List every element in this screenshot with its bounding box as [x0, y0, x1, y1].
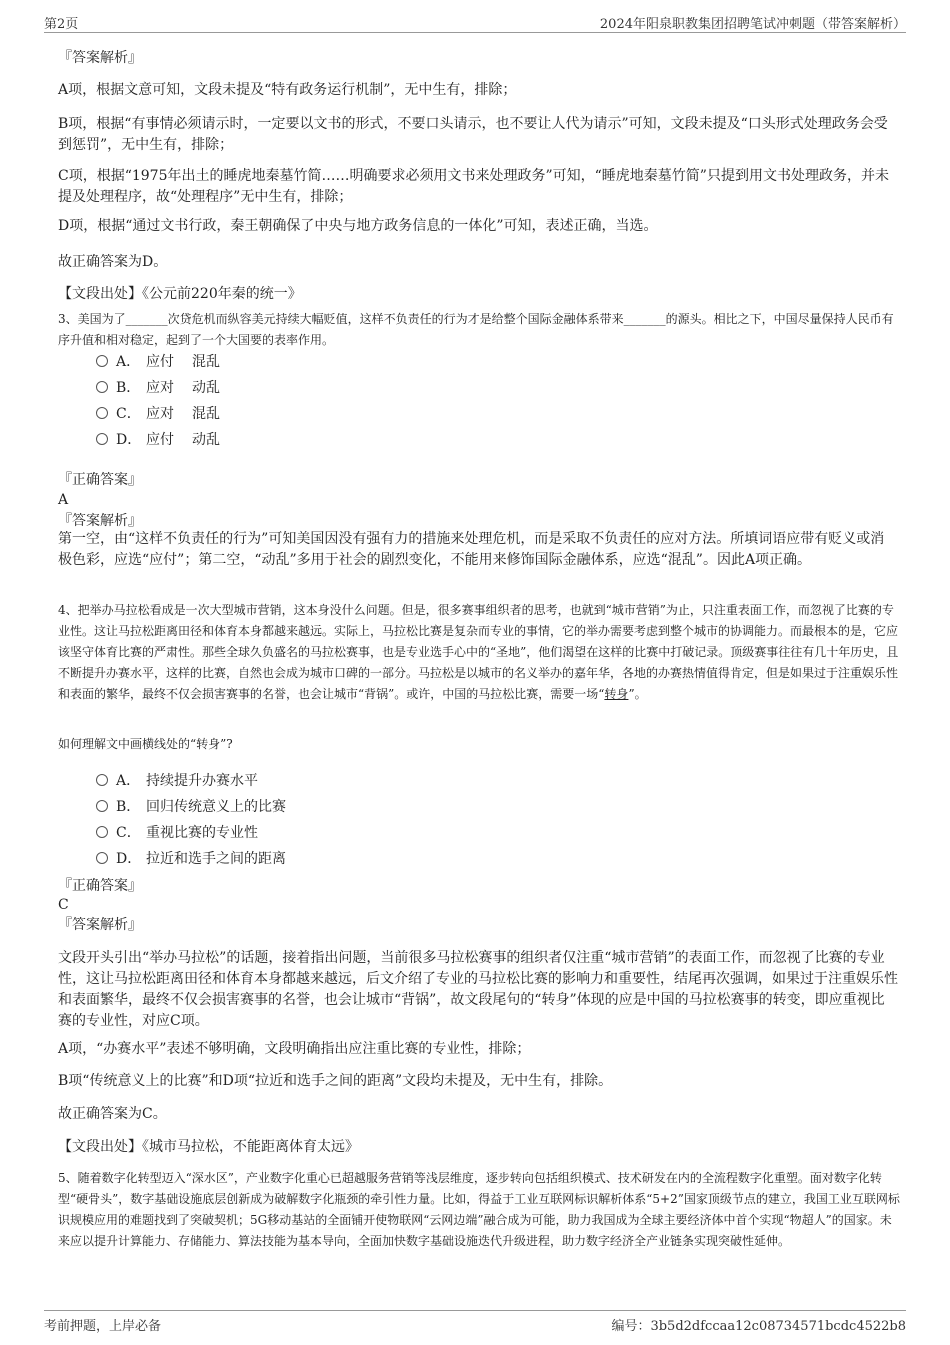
q3-stem: 3、美国为了_______次贷危机而纵容美元持续大幅贬值，这样不负责任的行为才是给整个国际金融体系带来_______的源头。相比之下，中国尽量保持人民币有序升值和相对稳定，起到了一个大国要的表率作用。	[58, 312, 894, 347]
radio-icon[interactable]	[96, 433, 108, 445]
q2-analysis-d: D项，根据“通过文书行政，秦王朝确保了中央与地方政务信息的一体化”可知，表述正确，当选。	[58, 218, 658, 234]
q3-analysis: 第一空，由“这样不负责任的行为”可知美国因没有强有力的措施来处理危机，而是采取不负责任的应对方法。所填词语应带有贬义或消极色彩，应选“应付”；第二空，“动乱”多用于社会的剧烈变化，不能用来修饰国际金融体系，应选“混乱”。因此A项正确。	[58, 531, 885, 568]
q4-option-d[interactable]: D． 拉近和选手之间的距离	[96, 848, 286, 870]
q4-analysis-label: 『答案解析』	[58, 917, 142, 933]
q3-option-b[interactable]: B． 应对 动乱	[96, 377, 220, 399]
q4-conclusion: 故正确答案为C。	[58, 1106, 167, 1122]
q3-option-a[interactable]: A． 应付 混乱	[96, 351, 220, 373]
page-number: 第2页	[44, 17, 79, 32]
q2-analysis-c: C项，根据“1975年出土的睡虎地秦墓竹简……明确要求必须用文书来处理政务”可知，“睡虎地秦墓竹简”只提到用文书处理政务，并未提及处理程序，故“处理程序”无中生有，排除；	[58, 168, 889, 205]
q4-question: 如何理解文中画横线处的“转身”?	[58, 737, 233, 751]
document-title: 2024年阳泉职教集团招聘笔试冲刺题（带答案解析）	[599, 17, 906, 32]
radio-icon[interactable]	[96, 774, 108, 786]
page-header	[44, 10, 906, 33]
q4-answer-label: 『正确答案』	[58, 878, 142, 894]
q3-analysis-label: 『答案解析』	[58, 513, 142, 529]
q4-option-c[interactable]: C． 重视比赛的专业性	[96, 822, 258, 844]
q2-analysis-a: A项，根据文意可知，文段未提及“特有政务运行机制”，无中生有，排除；	[58, 82, 517, 98]
footer-slogan: 考前押题，上岸必备	[44, 1319, 162, 1334]
q2-analysis-label: 『答案解析』	[58, 50, 142, 66]
q4-option-b[interactable]: B． 回归传统意义上的比赛	[96, 796, 286, 818]
q2-source: 【文段出处】《公元前220年秦的统一》	[58, 286, 302, 302]
radio-icon[interactable]	[96, 381, 108, 393]
q2-analysis-b: B项，根据“有事情必须请示时，一定要以文书的形式，不要口头请示，也不要让人代为请示”可知，文段未提及“口头形式处理政务会受到惩罚”，无中生有，排除；	[58, 116, 888, 153]
q3-option-d[interactable]: D． 应付 动乱	[96, 429, 220, 451]
document-code: 编号：3b5d2dfccaa12c08734571bcdc4522b8	[611, 1319, 906, 1334]
radio-icon[interactable]	[96, 355, 108, 367]
radio-icon[interactable]	[96, 407, 108, 419]
page-footer	[44, 1310, 906, 1333]
q3-answer: A	[58, 492, 69, 508]
q4-analysis-main: 文段开头引出“举办马拉松”的话题，接着指出问题，当前很多马拉松赛事的组织者仅注重“城市营销”的表面工作，而忽视了比赛的专业性，这让马拉松距离田径和体育本身都越来越远，后文介绍了专业的马拉松比赛的影响力和重要性，结尾再次强调，如果过于注重娱乐性和表面繁华，最终不仅会损害赛事的名誉，也会让城市“背锅”，故文段尾句的“转身”体现的应是中国的马拉松赛事的转变，即应重视比赛的专业性，对应C项。	[58, 950, 898, 1029]
q4-source: 【文段出处】《城市马拉松，不能距离体育太远》	[58, 1139, 359, 1155]
q4-analysis-a: A项，“办赛水平”表述不够明确，文段明确指出应注重比赛的专业性，排除；	[58, 1041, 531, 1057]
q3-answer-label: 『正确答案』	[58, 472, 142, 488]
q4-passage: 4、把举办马拉松看成是一次大型城市营销，这本身没什么问题。但是，很多赛事组织者的思考，也就到“城市营销”为止，只注重表面工作，而忽视了比赛的专业性。这让马拉松距离田径和体育本身都越来越远。实际上，马拉松比赛是复杂而专业的事情，它的举办需要考虑到整个城市的协调能力。而最根本的是，它应该坚守体育比赛的严肃性。那些全球久负盛名的马拉松赛事，也是专业选手心中的“圣地”，他们渴望在这样的比赛中打破记录。顶级赛事往往有几十年历史，且不断提升办赛水平，这样的比赛，自然也会成为城市口碑的一部分。马拉松是以城市的名义举办的嘉年华，各地的办赛热情值得肯定，但是如果过于注重娱乐性和表面的繁华，最终不仅会损害赛事的名誉，也会让城市“背锅”。或许，中国的马拉松比赛，需要一场“转身”。	[58, 603, 899, 701]
radio-icon[interactable]	[96, 826, 108, 838]
q3-option-c[interactable]: C． 应对 混乱	[96, 403, 220, 425]
q4-option-a[interactable]: A． 持续提升办赛水平	[96, 770, 258, 792]
radio-icon[interactable]	[96, 852, 108, 864]
q4-analysis-bd: B项“传统意义上的比赛”和D项“拉近和选手之间的距离”文段均未提及，无中生有，排除。	[58, 1073, 613, 1089]
q2-conclusion: 故正确答案为D。	[58, 254, 168, 270]
radio-icon[interactable]	[96, 800, 108, 812]
q4-answer: C	[58, 897, 69, 913]
q4-underlined-word: 转身	[604, 687, 629, 701]
q5-stem: 5、随着数字化转型迈入“深水区”，产业数字化重心已超越服务营销等浅层维度，逐步转向包括组织模式、技术研发在内的全流程数字化重塑。面对数字化转型“硬骨头”，数字基础设施底层创新成为破解数字化瓶颈的牵引性力量。比如，得益于工业互联网标识解析体系“5+2”国家顶级节点的建立，我国工业互联网标识规模应用的难题找到了突破契机；5G移动基站的全面铺开使物联网“云网边端”融合成为可能，助力我国成为全球主要经济体中首个实现“物超人”的国家。未来应以提升计算能力、存储能力、算法技能为基本导向，全面加快数字基础设施迭代升级进程，助力数字经济全产业链条实现突破性延伸。	[58, 1171, 900, 1248]
